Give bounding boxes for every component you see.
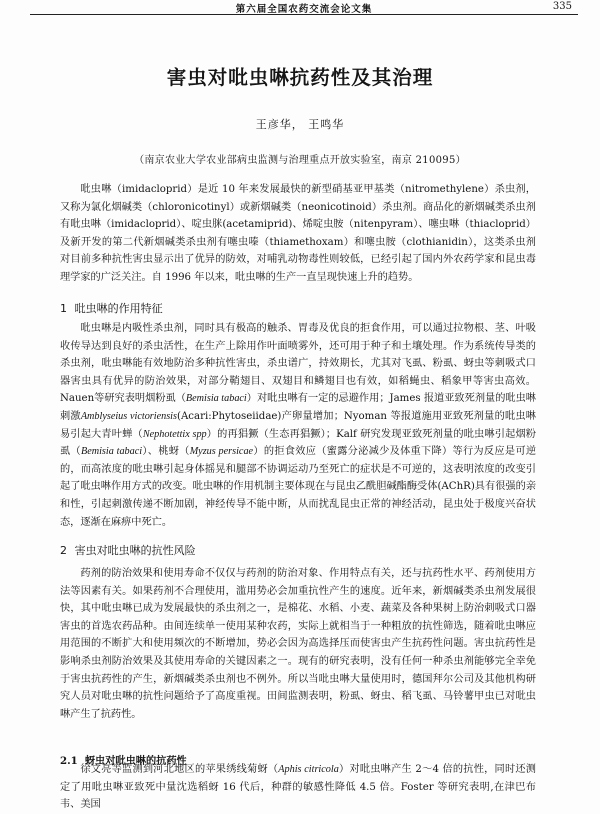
section-2-paragraph: 药剂的防治效果和使用寿命不仅仅与药剂的防治对象、作用特点有关，还与抗药性水平、药剂使用方法等因素有关。如果药剂不合理使用，滥用势必会加重抗性产生的速度。近年来，新烟碱类杀虫剂发展很快，其中吡虫啉已成为发展最快的杀虫剂之一，是棉花、水稻、小麦、蔬菜及各种果树上防治刺吸式口器害虫的首选农药品种。由间连续单一使用某种农药，实际上就相当于一种粗放的抗性筛选，随着吡虫啉应用范围的不断扩大和使用频次的不断增加，势必会因为高选择压而使害虫产生抗药性问题。害虫抗药性是影响杀虫剂防治效果及其使用寿命的关键因素之一。现有的研究表明，没有任何一种杀虫剂能够完全幸免于害虫抗药性的产生，新烟碱类杀虫剂也不例外。所以当吡虫啉大量使用时，德国拜尔公司及其他机构研究人员对吡虫啉的抗性问题给予了高度重视。田间监测表明，粉虱、蚜虫、稻飞虱、马铃薯甲虫已对吡虫啉产生了抗药性。: [60, 568, 536, 720]
section-1-title: 吡虫啉的作用特征: [74, 302, 163, 315]
page-number: 335: [552, 1, 572, 12]
journal-name: 第六届全国农药交流会论文集: [235, 4, 373, 15]
section-1-paragraph: 吡虫啉是内吸性杀虫剂，同时具有极高的触杀、胃毒及优良的拒食作用，可以通过拉物根、茎、叶吸收传导达到良好的杀虫活性，在生产上除用作叶面喷雾外，还可用于种子和土壤处理。作为系统传导类的杀虫剂，吡虫啉能有效地防治多种抗性害虫，杀虫谱广，持效期长，尤其对飞虱、粉虱、蚜虫等刺吸式口器害虫具有优异的防治效果，对部分鞘翅目、双翅目和鳞翅目也有效，如稻蝇虫、稻象甲等害虫高效。Nauen等研究表明烟粉虱（Bemisia tabaci）对吡虫啉有一定的忌避作用；James 报道亚致死剂量的吡虫啉刺激Amblyseius victoriensis(Acari:Phytoseiidae)产卵量增加；Nyoman 等报道施用亚致死剂量的吡虫啉易引起大青叶蝉（Nephotettix spp）的再猖獗（生态再猖獗）；Kalf 研究发现亚致死剂量的吡虫啉引起烟粉虱（Bemisia tabaci）、桃蚜（Myzus persicae）的拒食效应（蜜露分泌减少及体重下降）等行为反应是可逆的，而高浓度的吡虫啉引起身体摇晃和腿部不协调运动乃至死亡的症状是不可逆的，这表明浓度的改变引起了吡虫啉作用方式的改变。吡虫啉的作用机制主要体现在与昆虫乙酰胆碱酯酶受体(AChR)具有很强的亲和性，引起刺激传递不断加剧，神经传导不能中断，从而扰乱昆虫正常的神经活动，昆虫处于极度兴奋状态，逐渐在麻痹中死亡。: [60, 323, 537, 528]
intro-paragraph: [60, 181, 536, 287]
section-1-heading: [60, 300, 163, 316]
section-1-number: 1: [60, 302, 67, 315]
subsection-2-1-paragraph: 徐文亮等监测到河北地区的苹果绣线菊蚜（Aphis citricola）对吡虫啉产生 2～4 倍的抗性，同时还测定了用吡虫啉亚致死中量沈选稻蚜 16 代后，种群的敏感性降低 4.5 倍。Foster 等研究表明,在津巴布韦、美国: [60, 764, 536, 811]
affiliation: （南京农业大学农业部病虫监测与治理重点开放实验室，南京 210095）: [134, 155, 466, 166]
authors: 王彦华， 王鸣华: [255, 118, 345, 131]
intro-text: 吡虫啉（imidacloprid）是近 10 年来发展最快的新型硝基亚甲基类（nitromethylene）杀虫剂，又称为氯化烟碱类（chloronicotinyl）或新烟碱类（neonicotinoid）杀虫剂。商品化的新烟碱类杀虫剂有吡虫啉（imidacloprid）、啶虫脒(acetamiprid)、烯啶虫胺（nitenpyram）、噻虫啉（thiacloprid）及新开发的第二代新烟碱类杀虫剂有噻虫嗪（thiamethoxam）和噻虫胺（clothianidin），这类杀虫剂对目前多种抗性害虫显示出了优异的防效，对哺乳动物毒性则较低，已经引起了国内外农药学家和昆虫毒理学家的广泛关注。自 1996 年以来，吡虫啉的生产一直呈现快速上升的趋势。: [60, 184, 536, 283]
section-2-title: 害虫对吡虫啉的抗性风险: [74, 544, 196, 557]
paper-title: 害虫对吡虫啉抗药性及其治理: [166, 66, 434, 89]
running-header: [30, 0, 578, 15]
subsection-2-1-heading: 2.1 蚜虫对吡虫啉的抗药性: [60, 755, 187, 767]
section-2-number: 2: [60, 544, 67, 557]
section-2-heading: [60, 542, 196, 558]
